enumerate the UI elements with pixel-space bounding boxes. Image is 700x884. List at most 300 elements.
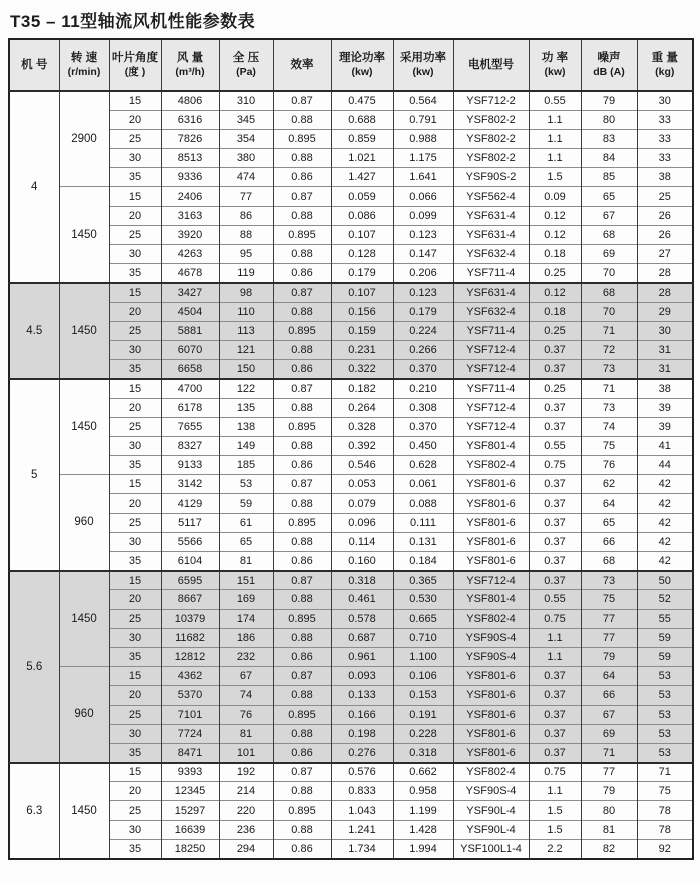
table-row [9,743,693,762]
cell-pressure: 192 [219,763,273,782]
cell-weight: 31 [637,340,693,359]
cell-angle: 20 [109,590,161,609]
model-number-cell: 6.3 [9,763,59,859]
cell-theoretical_power: 0.961 [331,647,393,666]
cell-angle: 15 [109,379,161,398]
cell-theoretical_power: 0.079 [331,494,393,513]
cell-noise: 65 [581,187,637,206]
speed-cell: 1450 [59,283,109,379]
speed-cell: 1450 [59,763,109,859]
cell-motor_model: YSF801-6 [453,513,529,532]
cell-angle: 30 [109,149,161,168]
cell-theoretical_power: 0.576 [331,763,393,782]
speed-cell: 1450 [59,571,109,667]
cell-angle: 15 [109,667,161,686]
cell-motor_model: YSF802-2 [453,149,529,168]
cell-pressure: 113 [219,321,273,340]
cell-efficiency: 0.895 [273,705,331,724]
cell-angle: 35 [109,168,161,187]
cell-angle: 30 [109,436,161,455]
cell-noise: 80 [581,801,637,820]
cell-efficiency: 0.87 [273,667,331,686]
cell-airflow: 6178 [161,398,219,417]
cell-power: 1.5 [529,168,581,187]
cell-airflow: 3163 [161,206,219,225]
cell-airflow: 10379 [161,609,219,628]
cell-power: 0.37 [529,571,581,590]
cell-efficiency: 0.88 [273,628,331,647]
cell-theoretical_power: 0.392 [331,436,393,455]
cell-weight: 42 [637,494,693,513]
cell-power: 0.75 [529,763,581,782]
cell-airflow: 9336 [161,168,219,187]
cell-pressure: 110 [219,302,273,321]
cell-adopted_power: 0.665 [393,609,453,628]
cell-adopted_power: 0.988 [393,129,453,148]
cell-adopted_power: 1.199 [393,801,453,820]
cell-theoretical_power: 0.114 [331,532,393,551]
cell-noise: 68 [581,225,637,244]
cell-motor_model: YSF90S-2 [453,168,529,187]
cell-adopted_power: 0.106 [393,667,453,686]
cell-airflow: 9133 [161,456,219,475]
cell-noise: 62 [581,475,637,494]
column-header-model: 机 号 [9,39,59,91]
cell-adopted_power: 1.994 [393,839,453,858]
cell-theoretical_power: 0.159 [331,321,393,340]
cell-pressure: 81 [219,724,273,743]
cell-angle: 25 [109,513,161,532]
cell-noise: 65 [581,513,637,532]
cell-theoretical_power: 1.043 [331,801,393,820]
cell-angle: 35 [109,264,161,283]
cell-theoretical_power: 0.231 [331,340,393,359]
cell-noise: 77 [581,763,637,782]
cell-adopted_power: 0.123 [393,225,453,244]
cell-motor_model: YSF632-4 [453,245,529,264]
cell-pressure: 86 [219,206,273,225]
cell-angle: 25 [109,225,161,244]
cell-angle: 20 [109,398,161,417]
speed-cell: 960 [59,667,109,763]
cell-power: 0.75 [529,609,581,628]
cell-pressure: 214 [219,782,273,801]
cell-weight: 53 [637,686,693,705]
cell-power: 1.1 [529,110,581,129]
cell-motor_model: YSF802-4 [453,456,529,475]
cell-pressure: 232 [219,647,273,666]
cell-noise: 83 [581,129,637,148]
cell-angle: 30 [109,724,161,743]
cell-adopted_power: 0.066 [393,187,453,206]
cell-motor_model: YSF90L-4 [453,801,529,820]
cell-pressure: 174 [219,609,273,628]
cell-theoretical_power: 0.182 [331,379,393,398]
cell-power: 0.12 [529,283,581,302]
cell-efficiency: 0.895 [273,513,331,532]
cell-noise: 71 [581,379,637,398]
cell-theoretical_power: 0.086 [331,206,393,225]
cell-weight: 42 [637,552,693,571]
cell-power: 0.37 [529,532,581,551]
cell-adopted_power: 0.153 [393,686,453,705]
cell-motor_model: YSF712-4 [453,360,529,379]
table-row [9,149,693,168]
cell-angle: 15 [109,763,161,782]
cell-airflow: 4806 [161,91,219,110]
table-row [9,360,693,379]
cell-noise: 64 [581,667,637,686]
cell-motor_model: YSF801-6 [453,743,529,762]
cell-pressure: 81 [219,552,273,571]
cell-power: 0.18 [529,245,581,264]
table-row [9,206,693,225]
cell-airflow: 4700 [161,379,219,398]
cell-efficiency: 0.87 [273,763,331,782]
cell-theoretical_power: 1.021 [331,149,393,168]
cell-theoretical_power: 0.128 [331,245,393,264]
cell-adopted_power: 0.210 [393,379,453,398]
cell-airflow: 6316 [161,110,219,129]
cell-efficiency: 0.88 [273,724,331,743]
cell-pressure: 474 [219,168,273,187]
cell-efficiency: 0.87 [273,571,331,590]
cell-pressure: 59 [219,494,273,513]
cell-noise: 79 [581,91,637,110]
cell-noise: 84 [581,149,637,168]
cell-adopted_power: 0.206 [393,264,453,283]
cell-efficiency: 0.86 [273,456,331,475]
cell-power: 0.12 [529,225,581,244]
cell-airflow: 2406 [161,187,219,206]
table-row [9,187,693,206]
cell-airflow: 8327 [161,436,219,455]
cell-pressure: 169 [219,590,273,609]
cell-angle: 15 [109,475,161,494]
cell-weight: 53 [637,667,693,686]
cell-power: 1.1 [529,129,581,148]
cell-power: 1.1 [529,149,581,168]
cell-weight: 28 [637,283,693,302]
cell-motor_model: YSF801-6 [453,552,529,571]
cell-airflow: 11682 [161,628,219,647]
cell-motor_model: YSF802-2 [453,129,529,148]
cell-weight: 53 [637,705,693,724]
cell-pressure: 98 [219,283,273,302]
cell-power: 0.37 [529,667,581,686]
cell-noise: 71 [581,743,637,762]
cell-power: 0.12 [529,206,581,225]
cell-airflow: 7826 [161,129,219,148]
cell-motor_model: YSF712-4 [453,417,529,436]
cell-theoretical_power: 1.241 [331,820,393,839]
cell-adopted_power: 0.365 [393,571,453,590]
cell-theoretical_power: 0.461 [331,590,393,609]
cell-motor_model: YSF100L1-4 [453,839,529,858]
cell-theoretical_power: 0.156 [331,302,393,321]
column-header-airflow: 风 量 (m³/h) [161,39,219,91]
cell-efficiency: 0.88 [273,302,331,321]
cell-motor_model: YSF801-6 [453,724,529,743]
cell-adopted_power: 0.123 [393,283,453,302]
cell-angle: 35 [109,360,161,379]
cell-theoretical_power: 0.053 [331,475,393,494]
cell-theoretical_power: 1.734 [331,839,393,858]
table-row [9,686,693,705]
cell-angle: 20 [109,494,161,513]
cell-power: 0.37 [529,705,581,724]
table-row [9,168,693,187]
table-row [9,283,693,302]
cell-motor_model: YSF802-2 [453,110,529,129]
cell-noise: 80 [581,110,637,129]
cell-noise: 73 [581,398,637,417]
cell-adopted_power: 0.088 [393,494,453,513]
cell-noise: 67 [581,206,637,225]
cell-airflow: 3920 [161,225,219,244]
cell-angle: 25 [109,129,161,148]
cell-power: 0.37 [529,340,581,359]
cell-efficiency: 0.895 [273,609,331,628]
cell-airflow: 3142 [161,475,219,494]
table-row [9,801,693,820]
cell-noise: 74 [581,417,637,436]
table-row [9,302,693,321]
cell-adopted_power: 0.450 [393,436,453,455]
cell-weight: 59 [637,628,693,647]
cell-adopted_power: 0.370 [393,360,453,379]
cell-angle: 20 [109,302,161,321]
cell-weight: 39 [637,417,693,436]
cell-adopted_power: 0.370 [393,417,453,436]
cell-airflow: 4129 [161,494,219,513]
cell-pressure: 53 [219,475,273,494]
cell-noise: 73 [581,360,637,379]
cell-efficiency: 0.88 [273,590,331,609]
cell-angle: 20 [109,686,161,705]
cell-airflow: 12812 [161,647,219,666]
cell-airflow: 7101 [161,705,219,724]
cell-angle: 20 [109,110,161,129]
cell-adopted_power: 0.099 [393,206,453,225]
cell-power: 0.37 [529,552,581,571]
speed-cell: 1450 [59,187,109,283]
table-row [9,590,693,609]
cell-pressure: 122 [219,379,273,398]
cell-adopted_power: 0.228 [393,724,453,743]
table-row [9,456,693,475]
cell-adopted_power: 0.131 [393,532,453,551]
cell-pressure: 121 [219,340,273,359]
cell-weight: 42 [637,513,693,532]
cell-weight: 26 [637,206,693,225]
cell-power: 0.37 [529,686,581,705]
cell-airflow: 5117 [161,513,219,532]
cell-weight: 92 [637,839,693,858]
cell-pressure: 150 [219,360,273,379]
column-header-angle: 叶片角度 (度 ) [109,39,161,91]
cell-angle: 25 [109,321,161,340]
cell-efficiency: 0.86 [273,839,331,858]
cell-theoretical_power: 1.427 [331,168,393,187]
cell-pressure: 345 [219,110,273,129]
cell-angle: 15 [109,187,161,206]
cell-efficiency: 0.895 [273,321,331,340]
cell-pressure: 95 [219,245,273,264]
cell-angle: 30 [109,340,161,359]
cell-motor_model: YSF631-4 [453,206,529,225]
cell-angle: 25 [109,705,161,724]
cell-theoretical_power: 0.264 [331,398,393,417]
speed-cell: 960 [59,475,109,571]
cell-angle: 30 [109,532,161,551]
cell-noise: 71 [581,321,637,340]
speed-cell: 1450 [59,379,109,475]
cell-angle: 30 [109,628,161,647]
table-row [9,820,693,839]
cell-theoretical_power: 0.328 [331,417,393,436]
cell-pressure: 294 [219,839,273,858]
column-header-theoretical_power: 理论功率 (kw) [331,39,393,91]
cell-noise: 76 [581,456,637,475]
cell-power: 1.5 [529,801,581,820]
cell-motor_model: YSF801-6 [453,494,529,513]
cell-adopted_power: 1.428 [393,820,453,839]
cell-weight: 33 [637,149,693,168]
cell-power: 0.55 [529,91,581,110]
cell-efficiency: 0.88 [273,110,331,129]
cell-weight: 25 [637,187,693,206]
cell-angle: 35 [109,552,161,571]
cell-angle: 25 [109,417,161,436]
cell-theoretical_power: 0.475 [331,91,393,110]
cell-weight: 33 [637,129,693,148]
table-row [9,398,693,417]
cell-adopted_power: 0.061 [393,475,453,494]
cell-motor_model: YSF631-4 [453,225,529,244]
cell-power: 1.1 [529,628,581,647]
cell-efficiency: 0.86 [273,168,331,187]
cell-power: 2.2 [529,839,581,858]
column-header-motor_model: 电机型号 [453,39,529,91]
cell-pressure: 354 [219,129,273,148]
table-row [9,628,693,647]
cell-airflow: 6595 [161,571,219,590]
cell-motor_model: YSF90S-4 [453,782,529,801]
cell-airflow: 16639 [161,820,219,839]
cell-pressure: 149 [219,436,273,455]
table-row [9,436,693,455]
cell-adopted_power: 0.662 [393,763,453,782]
cell-angle: 15 [109,91,161,110]
cell-airflow: 3427 [161,283,219,302]
cell-efficiency: 0.86 [273,264,331,283]
cell-noise: 79 [581,647,637,666]
cell-motor_model: YSF711-4 [453,379,529,398]
cell-adopted_power: 0.308 [393,398,453,417]
cell-noise: 75 [581,590,637,609]
cell-power: 0.37 [529,494,581,513]
cell-theoretical_power: 0.578 [331,609,393,628]
cell-airflow: 8667 [161,590,219,609]
cell-theoretical_power: 0.688 [331,110,393,129]
cell-pressure: 220 [219,801,273,820]
table-body [9,91,693,859]
cell-noise: 79 [581,782,637,801]
cell-power: 1.1 [529,782,581,801]
cell-efficiency: 0.87 [273,379,331,398]
speed-cell: 2900 [59,91,109,187]
cell-airflow: 8471 [161,743,219,762]
cell-power: 0.37 [529,475,581,494]
cell-power: 1.5 [529,820,581,839]
column-header-noise: 噪声 dB (A) [581,39,637,91]
cell-airflow: 4263 [161,245,219,264]
cell-noise: 85 [581,168,637,187]
cell-motor_model: YSF712-2 [453,91,529,110]
model-number-cell: 4 [9,91,59,283]
cell-adopted_power: 0.628 [393,456,453,475]
cell-adopted_power: 1.100 [393,647,453,666]
table-row [9,110,693,129]
cell-weight: 28 [637,264,693,283]
cell-efficiency: 0.86 [273,360,331,379]
cell-theoretical_power: 0.166 [331,705,393,724]
cell-weight: 42 [637,475,693,494]
cell-weight: 39 [637,398,693,417]
column-header-speed: 转 速 (r/min) [59,39,109,91]
cell-noise: 82 [581,839,637,858]
cell-efficiency: 0.88 [273,436,331,455]
table-row [9,379,693,398]
cell-weight: 52 [637,590,693,609]
cell-weight: 31 [637,360,693,379]
cell-theoretical_power: 0.107 [331,283,393,302]
cell-theoretical_power: 0.322 [331,360,393,379]
cell-weight: 55 [637,609,693,628]
cell-power: 1.1 [529,647,581,666]
cell-airflow: 6104 [161,552,219,571]
column-header-adopted_power: 采用功率 (kw) [393,39,453,91]
cell-noise: 70 [581,302,637,321]
cell-efficiency: 0.895 [273,225,331,244]
cell-angle: 25 [109,609,161,628]
cell-airflow: 8513 [161,149,219,168]
cell-motor_model: YSF712-4 [453,340,529,359]
cell-power: 0.75 [529,456,581,475]
cell-airflow: 9393 [161,763,219,782]
fan-performance-table [8,38,694,860]
cell-adopted_power: 0.318 [393,743,453,762]
cell-power: 0.37 [529,398,581,417]
cell-airflow: 4504 [161,302,219,321]
cell-airflow: 6658 [161,360,219,379]
cell-adopted_power: 1.641 [393,168,453,187]
cell-weight: 53 [637,724,693,743]
cell-adopted_power: 0.266 [393,340,453,359]
cell-pressure: 135 [219,398,273,417]
cell-efficiency: 0.88 [273,820,331,839]
cell-weight: 50 [637,571,693,590]
cell-noise: 67 [581,705,637,724]
cell-pressure: 67 [219,667,273,686]
cell-motor_model: YSF802-4 [453,763,529,782]
cell-motor_model: YSF631-4 [453,283,529,302]
cell-efficiency: 0.88 [273,245,331,264]
cell-weight: 30 [637,321,693,340]
cell-theoretical_power: 0.318 [331,571,393,590]
cell-theoretical_power: 0.059 [331,187,393,206]
